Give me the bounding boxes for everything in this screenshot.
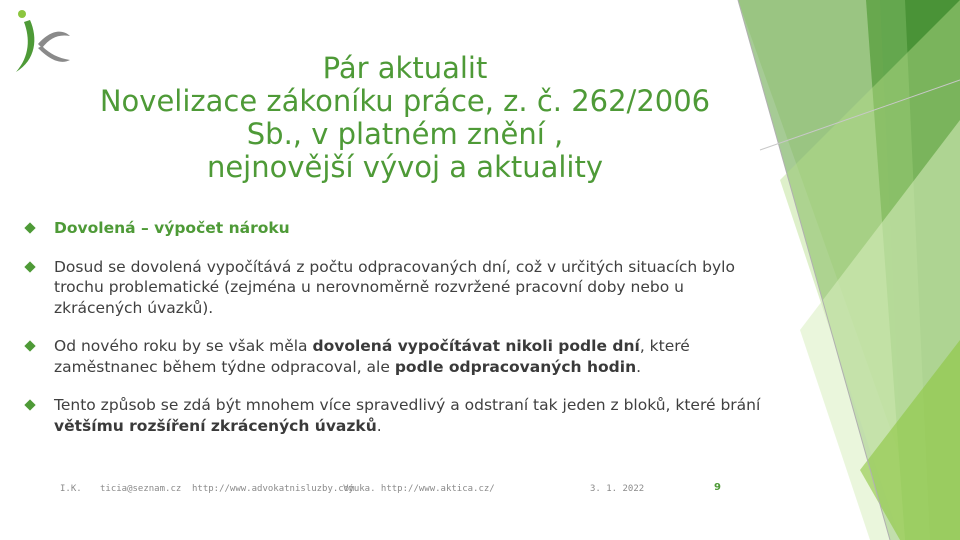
page-number: 9	[714, 482, 721, 493]
logo-icon	[8, 8, 74, 78]
bullet-text: Od nového roku by se však měla	[54, 337, 313, 355]
footer-web-link[interactable]: http://www.advokatnisluzby.com	[192, 484, 355, 494]
title-line: Novelizace zákoníku práce, z. č. 262/2006	[99, 84, 711, 118]
bullet-emphasis: většímu rozšíření zkrácených úvazků	[54, 416, 377, 435]
footer-email: ticia@seznam.cz	[100, 484, 182, 494]
bullet-emphasis: podle odpracovaných hodin	[394, 357, 637, 376]
diamond-bullet-icon	[24, 340, 35, 351]
bullet-item	[24, 336, 764, 377]
bullet-list	[24, 218, 764, 454]
bullet-heading: Dovolená – výpočet nároku	[54, 219, 290, 237]
title-line: nejnovější vývoj a aktuality	[206, 150, 604, 184]
bullet-text: .	[636, 357, 642, 376]
footer-author: I.K.	[60, 484, 82, 494]
title-line: Pár aktualit	[322, 51, 488, 85]
bullet-text: Dosud se dovolená vypočítává z počtu odpracovaných dní, což v určitých situacích bylo trochu problematické (zejména u nerovnoměrně rozvržené pracovní doby nebo u zkrácených úvazků).	[54, 257, 735, 317]
title-line: Sb., v platném znění ,	[246, 117, 564, 151]
bullet-item	[24, 257, 764, 319]
footer-date: 3. 1. 2022	[590, 484, 645, 494]
slide-title	[80, 52, 730, 184]
bullet-emphasis: dovolená vypočítávat nikoli podle dní	[312, 337, 640, 355]
bullet-text: Tento způsob se zdá být mnohem více spravedlivý a odstraní tak jeden z bloků, které brání	[54, 396, 761, 414]
bullet-item	[24, 218, 764, 239]
footer-teaching-link[interactable]: Výuka. http://www.aktica.cz/	[343, 484, 495, 494]
bullet-item	[24, 395, 764, 436]
diamond-bullet-icon	[24, 399, 35, 410]
bullet-text: , které zaměstnanec během týdne odpracoval, ale	[54, 337, 690, 376]
diamond-bullet-icon	[24, 222, 35, 233]
diamond-bullet-icon	[24, 261, 35, 272]
bullet-text: .	[376, 416, 382, 435]
